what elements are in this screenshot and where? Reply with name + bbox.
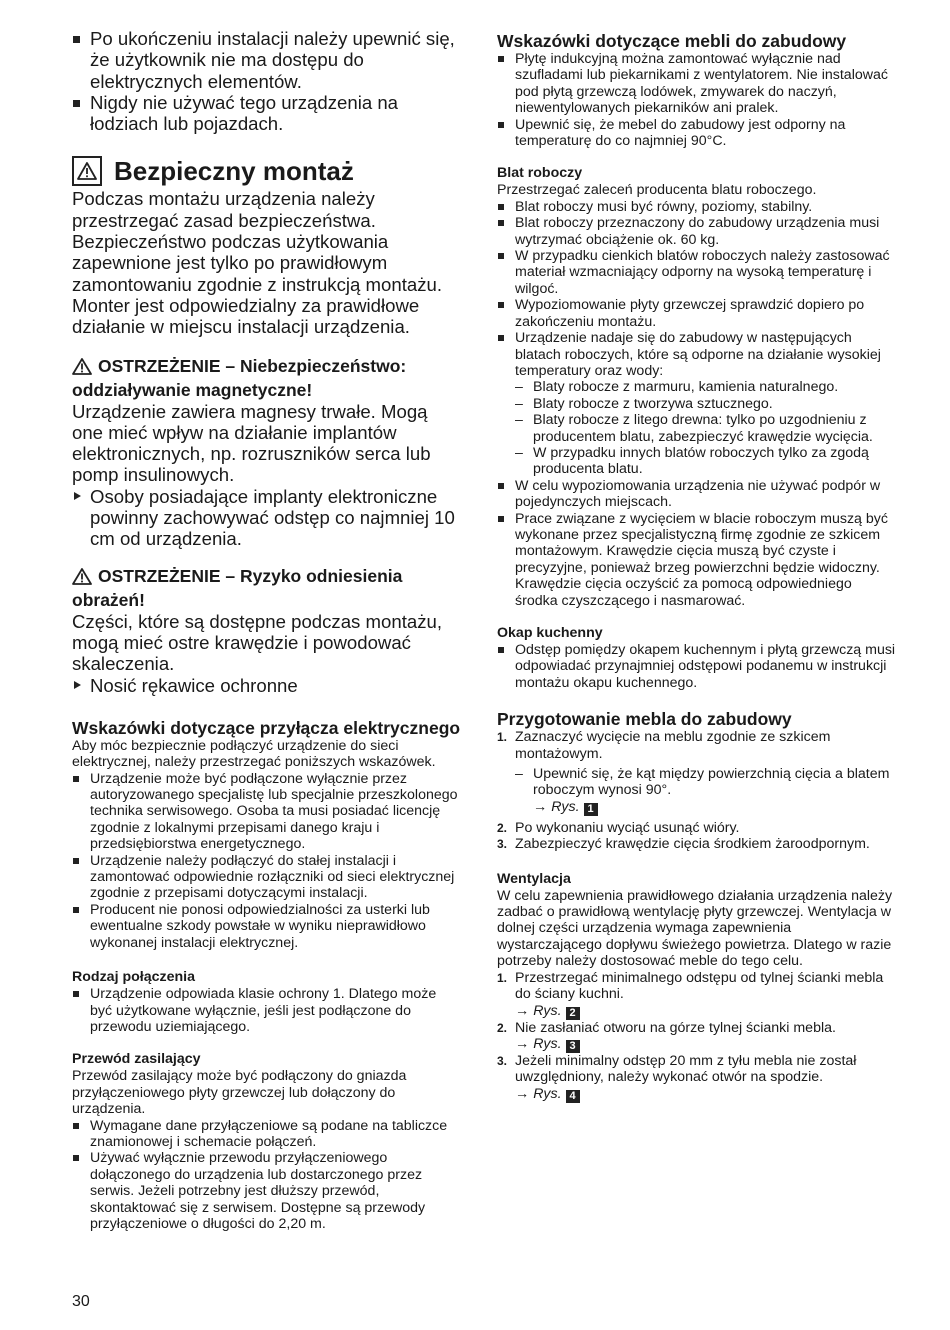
figure-label: Rys. [533, 1085, 562, 1102]
list-item: Nigdy nie używać tego urządzenia na łodziach lub pojazdach. [72, 92, 462, 135]
worktop-text: Przestrzegać zaleceń producenta blatu roboczego. [497, 182, 817, 199]
list-item: Używać wyłącznie przewodu przyłączeniowego dołączonego do urządzenia lub dostarczonego przez serwis. Jeżeli potrzebny jest dłuższy przewód, skontaktować się z serwisem. Dostępne są przewody przyłączeniowe o długości do 2,20 m. [72, 1150, 462, 1232]
list-item [497, 820, 897, 836]
warning-magnetic-title: OSTRZEŻENIE – Niebezpieczeństwo: oddziaływanie magnetyczne! [72, 355, 407, 400]
figure-reference [533, 799, 598, 815]
hood-bullet-list [497, 642, 897, 691]
list-item: Wypoziomowanie płyty grzewczej sprawdzić dopiero po zakończeniu montażu. [497, 297, 897, 330]
list-item: – W przypadku innych blatów roboczych tylko za zgodą producenta blatu. [497, 445, 897, 478]
list-item: – Blaty robocze z marmuru, kamienia naturalnego. [497, 379, 897, 395]
list-item: – Blaty robocze z litego drewna: tylko po uzgodnieniu z producentem blatu, zabezpieczyć krawędzie wycięcia. [497, 412, 897, 445]
list-item [497, 970, 897, 1020]
figure-label: Rys. [551, 798, 580, 815]
left-column [72, 28, 462, 1232]
step-number: 3. [497, 1053, 508, 1068]
preparation-steps [497, 729, 897, 762]
step-number: 1. [497, 970, 508, 985]
list-item [497, 836, 897, 852]
figure-number-badge: 4 [566, 1090, 580, 1103]
arrow-right-icon: → [515, 1085, 530, 1102]
warning-injury-steps [72, 675, 462, 696]
worktop-types-list [497, 379, 897, 477]
list-item: Blat roboczy przeznaczony do zabudowy urządzenia musi wytrzymać obciążenie ok. 60 kg. [497, 215, 897, 248]
warning-magnetic-heading [72, 356, 462, 401]
electrical-heading: Wskazówki dotyczące przyłącza elektrycznego [72, 717, 461, 738]
figure-number-badge: 3 [566, 1040, 580, 1053]
list-item [497, 729, 897, 762]
list-item: – Blaty robocze z tworzywa sztucznego. [497, 396, 897, 412]
step-text: Przestrzegać minimalnego odstępu od tylnej ścianki mebla do ściany kuchni. [515, 969, 884, 1003]
step-number: 2. [497, 1020, 508, 1035]
arrow-right-icon: → [515, 1002, 530, 1019]
warning-magnetic-steps [72, 486, 462, 550]
warning-injury-text: Części, które są dostępne podczas montażu, mogą mieć ostre krawędzie i powodować skaleczenia. [72, 610, 443, 675]
figure-reference [515, 1086, 580, 1102]
right-column [497, 28, 897, 1103]
warning-injury-title: OSTRZEŻENIE – Ryzyko odniesienia obrażeń! [72, 565, 403, 610]
power-cable-heading: Przewód zasilający [72, 1051, 201, 1068]
list-item: Odstęp pomiędzy okapem kuchennym i płytą grzewczą musi odpowiadać przynajmniej odstępowi podanemu w instrukcji montażu okapu kuchennego. [497, 642, 897, 691]
warning-magnetic-text: Urządzenie zawiera magnesy trwałe. Mogą one mieć wpływ na działanie implantów elektronicznych, np. rozruszników serca lub pomp insulinowych. [72, 400, 431, 486]
safe-install-heading [72, 156, 462, 186]
step-text: Jeżeli minimalny odstęp 20 mm z tyłu mebla nie został uwzględniony, należy wykonać otwór na spodzie. [515, 1052, 857, 1086]
worktop-suitable-text: Urządzenie nadaje się do zabudowy w następujących blatach roboczych, które są odporne na działanie wysokiej temperatury oraz wody: [515, 330, 881, 379]
list-item: Po ukończeniu instalacji należy upewnić się, że użytkownik nie ma dostępu do elektrycznych elementów. [72, 28, 462, 92]
step-text: Po wykonaniu wyciąć usunąć wióry. [515, 819, 740, 836]
hood-heading: Okap kuchenny [497, 625, 603, 641]
step-number: 2. [497, 820, 508, 835]
safe-install-text: Podczas montażu urządzenia należy przestrzegać zasad bezpieczeństwa. Bezpieczeństwo podczas użytkowania zapewnione jest tylko po prawidłowym zamontowaniu zgodnie z instrukcją montażu. Monter jest odpowiedzialny za prawidłowe działanie w miejscu instalacji urządzenia. [72, 188, 443, 338]
safe-install-title: Bezpieczny montaż [114, 156, 354, 187]
worktop-bullet-list [497, 199, 897, 379]
connection-bullet-list [72, 986, 462, 1035]
list-item: Urządzenie odpowiada klasie ochrony 1. Dlatego może być użytkowane wyłącznie, jeśli jest podłączone do przewodu uziemiającego. [72, 986, 462, 1035]
warning-triangle-icon [72, 358, 92, 380]
warning-injury-heading [72, 566, 462, 611]
ventilation-heading: Wentylacja [497, 870, 571, 887]
list-item: Płytę indukcyjną można zamontować wyłącznie nad szufladami lub piekarnikami z wentylatorem. Nie instalować pod płytą grzewczą lodówek, zmywarek do naczyń, niewentylowanych piekarników ani pralek. [497, 51, 897, 117]
list-item: Urządzenie może być podłączone wyłącznie przez autoryzowanego specjalistę lub specjalnie przeszkolonego technika serwisowego. Osoba ta musi posiadać licencję zgodnie z lokalnymi przepisami danego kraju i przedsiębiorstwa energetycznego. [72, 771, 462, 853]
preparation-heading: Przygotowanie mebla do zabudowy [497, 709, 792, 730]
figure-label: Rys. [533, 1002, 562, 1019]
preparation-steps-cont [497, 820, 897, 853]
list-item: Osoby posiadające implanty elektroniczne powinny zachowywać odstęp co najmniej 10 cm od urządzenia. [72, 486, 462, 550]
electrical-text: Aby móc bezpiecznie podłączyć urządzenie do sieci elektrycznej, należy przestrzegać poniższych wskazówek. [72, 737, 436, 771]
intro-bullet-list [72, 28, 462, 134]
list-item [497, 1020, 897, 1053]
list-item: Upewnić się, że mebel do zabudowy jest odporny na temperaturę do co najmniej 90°C. [497, 117, 897, 150]
power-cable-bullet-list [72, 1118, 462, 1233]
figure-number-badge: 2 [566, 1007, 580, 1020]
step-text: Zabezpieczyć krawędzie cięcia środkiem żaroodpornym. [515, 836, 870, 853]
page-number: 30 [72, 1293, 90, 1310]
list-item: Prace związane z wycięciem w blacie roboczym muszą być wykonane przez specjalistyczną firmę zgodnie ze szkicem montażowym. Krawędzie cięcia muszą być czyste i precyzyjne, ponieważ brzeg powierzchni będzie widoczny. Krawędzie cięcia oczyścić za pomocą odpowiedniego środka czyszczącego i nasmarować. [497, 511, 897, 609]
ventilation-text: W celu zapewnienia prawidłowego działania urządzenia należy zadbać o prawidłową wentylację płyty grzewczej. Wentylacja w dolnej części urządzenia wymaga zapewnienia wystarczającego dopływu świeżego powietrza. Dlatego w razie potrzeby należy dostosować meble do tego celu. [497, 887, 893, 970]
list-item: W przypadku cienkich blatów roboczych należy zastosować materiał wzmacniający odporny na wysoką temperaturę i wilgoć. [497, 248, 897, 297]
furniture-heading: Wskazówki dotyczące mebli do zabudowy [497, 31, 847, 51]
arrow-right-icon: → [533, 798, 548, 815]
ventilation-steps [497, 970, 897, 1103]
figure-label: Rys. [533, 1035, 562, 1052]
list-item: Urządzenie należy podłączyć do stałej instalacji i zamontować odpowiednie rozłączniki od sieci elektrycznej zgodnie z przepisami dotyczącymi instalacji. [72, 853, 462, 902]
figure-reference [515, 1036, 580, 1052]
connection-type-heading: Rodzaj połączenia [72, 969, 195, 986]
preparation-dash-list [497, 766, 897, 816]
list-item: Blat roboczy musi być równy, poziomy, stabilny. [497, 199, 897, 215]
step-number: 3. [497, 837, 508, 852]
step-text: Zaznaczyć wycięcie na meblu zgodnie ze szkicem montażowym. [515, 729, 831, 762]
arrow-right-icon: → [515, 1035, 530, 1052]
figure-number-badge: 1 [584, 803, 598, 816]
list-item: Nosić rękawice ochronne [72, 675, 462, 696]
worktop-bullet-list-2 [497, 478, 897, 609]
warning-triangle-icon [72, 568, 92, 590]
list-item: W celu wypoziomowania urządzenia nie używać podpór w pojedynczych miejscach. [497, 478, 897, 511]
warning-icon [72, 156, 102, 186]
list-item [497, 1053, 897, 1103]
list-item: Producent nie ponosi odpowiedzialności za usterki lub ewentualne szkody powstałe w wyniku nieprawidłowo wykonanej instalacji elektrycznej. [72, 902, 462, 951]
power-cable-text: Przewód zasilający może być podłączony do gniazda przyłączeniowego płyty grzewczej lub dołączony do urządzenia. [72, 1068, 407, 1118]
furniture-bullet-list [497, 51, 897, 149]
worktop-heading: Blat roboczy [497, 165, 583, 182]
step-number: 1. [497, 730, 508, 745]
electrical-bullet-list [72, 771, 462, 951]
list-item [497, 330, 897, 379]
step-text: Nie zasłaniać otworu na górze tylnej ścianki mebla. [515, 1019, 836, 1036]
dash-text: Upewnić się, że kąt między powierzchnią cięcia a blatem roboczym wynosi 90°. [533, 766, 890, 799]
list-item [497, 766, 897, 816]
figure-reference [515, 1003, 580, 1019]
list-item: Wymagane dane przyłączeniowe są podane na tabliczce znamionowej i schemacie połączeń. [72, 1118, 462, 1151]
